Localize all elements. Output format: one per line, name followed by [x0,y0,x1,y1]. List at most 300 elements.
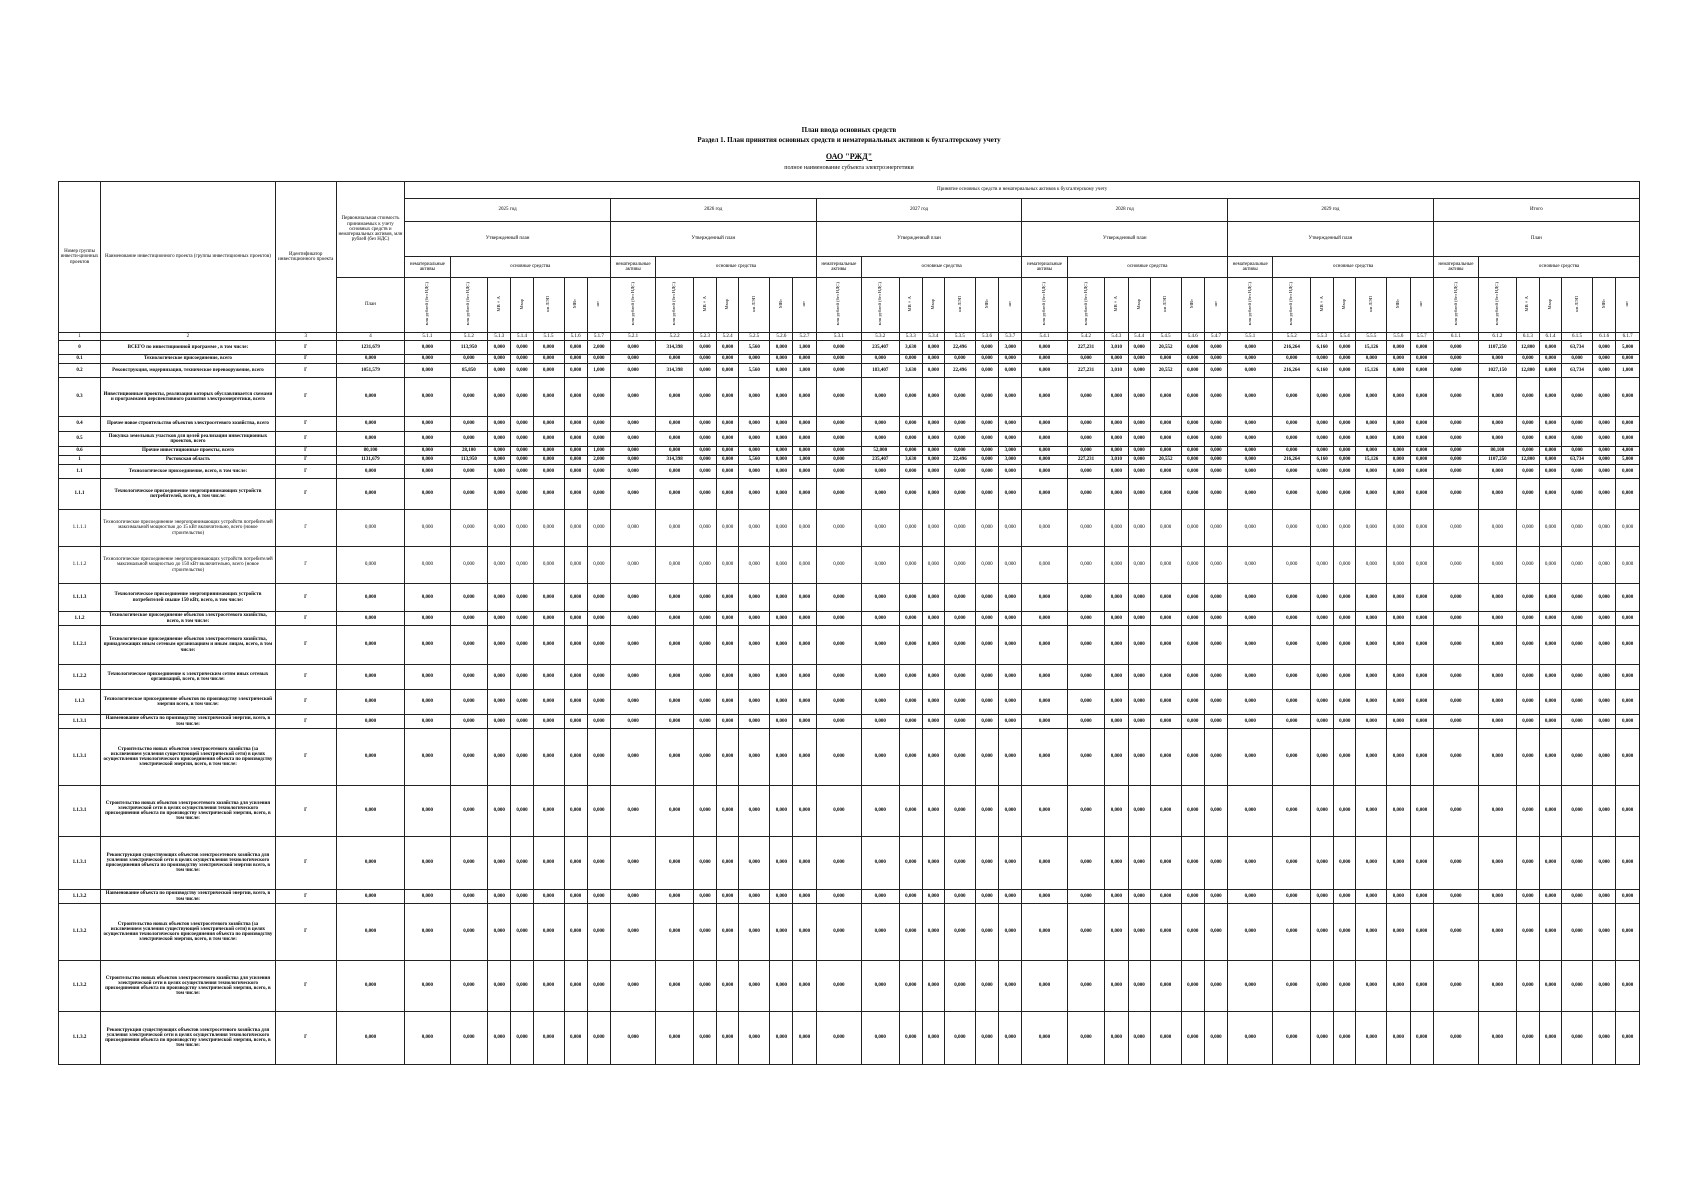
row-value: 3,630 [899,364,922,378]
column-number: 5.4.5 [1150,333,1181,341]
row-value: 0,000 [1311,432,1334,447]
row-value: 0,000 [944,715,975,729]
row-value: 0,000 [1433,341,1478,355]
row-project-id: Г [275,341,336,355]
row-value: 0,000 [564,510,587,547]
row-value: 0,000 [610,961,655,1012]
row-value: 0,000 [1334,890,1356,904]
header-group-number: Номер группы инвести-ционных проектов [59,182,101,333]
row-value: 0,000 [922,665,944,690]
row-value: 0,000 [488,510,511,547]
row-value: 0,000 [1410,715,1433,729]
row-value: 0,000 [533,364,564,378]
table-row [59,690,1640,715]
row-value: 0,000 [1105,1012,1128,1065]
row-value: 216,264 [1273,364,1311,378]
row-value: 0,000 [1433,355,1478,364]
row-value: 0,000 [1204,456,1227,465]
row-value: 0,000 [511,355,533,364]
row-value: 0,000 [1228,904,1273,961]
row-value: 0,000 [861,786,899,837]
table-row [59,890,1640,904]
row-value: 1,000 [793,456,816,465]
row-value: 6,160 [1311,341,1334,355]
row-value: 0,000 [1273,447,1311,456]
row-value: 0,000 [511,447,533,456]
row-value: 0,000 [1562,729,1593,786]
row-value: 0,000 [793,612,816,626]
header-acceptance: Принятие основных средств и нематериальных активов к бухгалтерскому учету [405,182,1640,199]
row-value: 0,000 [861,715,899,729]
row-value: 0,000 [1181,341,1204,355]
row-value: 0,000 [944,837,975,890]
header-unit-label: млн рублей (без НДС) [671,282,677,326]
row-value: 0,000 [1387,665,1410,690]
row-value: 0,000 [1433,729,1478,786]
row-group-number: 1.1.3.2 [59,1012,101,1065]
header-unit [1273,278,1311,333]
row-value: 0,000 [610,729,655,786]
row-value: 0,000 [1334,465,1356,479]
header-unit [1067,278,1105,333]
row-value: 0,000 [816,729,861,786]
header-year: 2026 год [610,199,816,222]
row-value: 0,000 [1181,456,1204,465]
row-value: 0,000 [999,417,1022,432]
row-value: 0,000 [1356,465,1387,479]
row-value: 0,000 [511,715,533,729]
row-value: 0,000 [770,837,793,890]
row-value: 0,000 [861,1012,899,1065]
header-intangible-assets: нематериальные активы [1433,257,1478,278]
row-value: 0,000 [1562,479,1593,510]
row-value: 0,000 [975,612,998,626]
row-value: 0,000 [564,961,587,1012]
row-value: 0,000 [770,417,793,432]
row-value: 0,000 [922,584,944,612]
row-value: 0,000 [861,837,899,890]
row-value: 0,000 [717,961,739,1012]
row-value: 0,000 [488,729,511,786]
row-value: 0,000 [1022,961,1067,1012]
row-initial-cost: 0,000 [336,1012,405,1065]
row-value: 0,000 [1228,417,1273,432]
row-value: 0,000 [922,355,944,364]
row-project-id: Г [275,890,336,904]
row-value: 0,000 [1067,715,1105,729]
row-value: 0,000 [610,904,655,961]
row-value: 0,000 [1334,355,1356,364]
row-value: 0,000 [1273,1012,1311,1065]
row-value: 0,000 [1356,665,1387,690]
row-value: 0,000 [1616,378,1640,417]
row-value: 0,000 [656,612,694,626]
header-unit [564,278,587,333]
row-value: 0,000 [922,715,944,729]
row-value: 0,000 [1433,690,1478,715]
row-value: 0,000 [1311,904,1334,961]
column-number: 6.1.1 [1433,333,1478,341]
row-value: 0,000 [1128,465,1150,479]
row-value: 0,000 [587,961,610,1012]
row-value: 0,000 [1204,786,1227,837]
row-group-number: 1.1.3.2 [59,904,101,961]
row-value: 0,000 [793,837,816,890]
row-value: 0,000 [693,341,716,355]
row-value: 0,000 [488,786,511,837]
row-value: 0,000 [1356,961,1387,1012]
row-project-name: Технологическое присоединение к электрическим сетям иных сетевых организаций, всего, в том числе: [101,665,276,690]
row-value: 0,000 [1562,626,1593,665]
row-value: 0,000 [1356,584,1387,612]
row-value: 0,000 [999,479,1022,510]
row-value: 0,000 [1433,626,1478,665]
row-value: 0,000 [1311,890,1334,904]
row-value: 0,000 [1479,547,1517,584]
header-fixed-assets: основные средства [861,257,1021,278]
row-value: 0,000 [1433,904,1478,961]
row-value: 0,000 [564,786,587,837]
row-value: 0,000 [944,510,975,547]
row-value: 0,000 [533,612,564,626]
row-value: 0,000 [1616,665,1640,690]
row-value: 0,000 [1539,626,1561,665]
header-fixed-assets: основные средства [450,257,610,278]
row-value: 0,000 [1204,961,1227,1012]
row-value: 0,000 [739,1012,770,1065]
row-value: 0,000 [793,479,816,510]
row-value: 0,000 [816,612,861,626]
row-value: 0,000 [1593,890,1616,904]
header-unit [1334,278,1356,333]
row-value: 0,000 [405,729,450,786]
row-value: 0,000 [1410,1012,1433,1065]
row-value: 0,000 [488,432,511,447]
row-value: 0,000 [533,904,564,961]
row-value: 1107,250 [1479,341,1517,355]
row-value: 0,000 [1479,378,1517,417]
row-value: 0,000 [770,465,793,479]
row-value: 0,000 [861,665,899,690]
row-project-name: Наименование объекта по производству электрической энергии, всего, в том числе: [101,715,276,729]
row-initial-cost: 0,000 [336,612,405,626]
row-value: 0,000 [1562,417,1593,432]
header-plan-type: Утвержденный план [816,222,1022,257]
header-intangible-assets: нематериальные активы [1228,257,1273,278]
row-value: 0,000 [1433,364,1478,378]
row-value: 0,000 [1105,510,1128,547]
row-value: 0,000 [1387,510,1410,547]
row-project-id: Г [275,355,336,364]
row-value: 0,000 [693,355,716,364]
row-value: 0,000 [1539,729,1561,786]
row-value: 0,000 [450,547,488,584]
row-initial-cost: 0,000 [336,626,405,665]
row-project-name: Реконструкция, модернизация, техническое перевооружение, всего [101,364,276,378]
row-value: 0,000 [717,690,739,715]
row-value: 0,000 [1562,584,1593,612]
row-value: 0,000 [717,341,739,355]
column-number: 1 [59,333,101,341]
column-number: 6.1.3 [1516,333,1539,341]
row-value: 0,000 [1022,465,1067,479]
row-value: 0,000 [533,584,564,612]
row-value: 0,000 [1562,715,1593,729]
header-unit-label: Мвар [1341,298,1347,310]
row-value: 0,000 [693,1012,716,1065]
row-project-name: Реконструкция существующих объектов электросетевого хозяйства для усиления электрической сети в целях осуществления технологического присоединения объекта по производству электрической энергии, всего, в том числе: [101,1012,276,1065]
row-value: 0,000 [656,479,694,510]
header-plan-type: Утвержденный план [610,222,816,257]
row-value: 63,734 [1562,456,1593,465]
row-value: 0,000 [999,786,1022,837]
row-value: 0,000 [1228,626,1273,665]
row-value: 0,000 [816,1012,861,1065]
row-value: 0,000 [1311,465,1334,479]
header-year: Итого [1433,199,1639,222]
row-value: 0,000 [564,837,587,890]
row-value: 0,000 [511,547,533,584]
header-unit-label: МВ×А [907,296,913,312]
row-value: 0,000 [816,364,861,378]
row-value: 0,000 [770,479,793,510]
row-value: 0,000 [533,465,564,479]
row-value: 0,000 [739,417,770,432]
header-plan-type: Утвержденный план [1022,222,1228,257]
row-value: 0,000 [1022,786,1067,837]
row-value: 0,000 [739,355,770,364]
row-value: 0,000 [693,786,716,837]
row-value: 0,000 [1539,715,1561,729]
row-value: 0,000 [1516,447,1539,456]
row-value: 0,000 [533,547,564,584]
row-value: 0,000 [656,432,694,447]
row-project-id: Г [275,584,336,612]
row-value: 0,000 [1105,690,1128,715]
row-value: 0,000 [944,961,975,1012]
row-value: 0,000 [610,417,655,432]
row-value: 0,000 [1128,341,1150,355]
row-value: 0,000 [1539,786,1561,837]
row-value: 2,000 [587,456,610,465]
row-value: 0,000 [1516,355,1539,364]
row-value: 0,000 [1273,432,1311,447]
row-value: 0,000 [717,465,739,479]
row-value: 0,000 [1128,961,1150,1012]
row-group-number: 0.3 [59,378,101,417]
row-group-number: 1.1.3.1 [59,837,101,890]
row-value: 0,000 [1562,547,1593,584]
row-value: 0,000 [587,786,610,837]
row-value: 0,000 [405,465,450,479]
row-value: 0,000 [1022,547,1067,584]
row-value: 0,000 [1181,417,1204,432]
row-value: 0,000 [1539,341,1561,355]
row-value: 0,000 [739,961,770,1012]
column-number: 5.4.4 [1128,333,1150,341]
row-value: 0,000 [899,837,922,890]
table-row [59,626,1640,665]
row-value: 0,000 [770,510,793,547]
header-initial-cost: Первоначальная стоимость принимаемых к учету основных средств и нематериальных активов, млн рублей (без НДС) [336,182,405,278]
row-value: 0,000 [450,904,488,961]
row-value: 0,000 [793,961,816,1012]
row-value: 0,000 [1356,715,1387,729]
header-unit-label: км ЛЭП [1573,295,1579,312]
row-value: 0,000 [1067,626,1105,665]
row-value: 6,160 [1311,364,1334,378]
row-value: 0,000 [1479,432,1517,447]
row-value: 0,000 [999,890,1022,904]
row-value: 0,000 [739,729,770,786]
row-value: 0,000 [587,584,610,612]
row-value: 0,000 [1562,355,1593,364]
row-value: 0,000 [488,547,511,584]
row-value: 0,000 [1387,786,1410,837]
header-unit-label: МВ×А [495,296,501,312]
row-value: 0,000 [533,447,564,456]
row-value: 0,000 [450,510,488,547]
table-row [59,665,1640,690]
row-value: 0,000 [1228,364,1273,378]
row-value: 0,000 [899,961,922,1012]
row-value: 0,000 [1311,547,1334,584]
column-number: 6.1.2 [1479,333,1517,341]
row-value: 0,000 [1204,417,1227,432]
row-value: 0,000 [1562,890,1593,904]
row-value: 0,000 [717,364,739,378]
header-year: 2025 год [405,199,611,222]
row-value: 0,000 [1433,432,1478,447]
row-value: 0,000 [1273,417,1311,432]
column-number: 5.3.7 [999,333,1022,341]
header-year: 2028 год [1022,199,1228,222]
header-unit [1228,278,1273,333]
row-value: 0,000 [1516,904,1539,961]
header-unit [656,278,694,333]
row-value: 0,000 [793,465,816,479]
row-value: 0,000 [1593,584,1616,612]
row-value: 0,000 [693,690,716,715]
row-value: 0,000 [793,355,816,364]
row-value: 0,000 [899,626,922,665]
header-unit [1105,278,1128,333]
row-value: 0,000 [793,447,816,456]
row-value: 0,000 [1204,510,1227,547]
row-value: 0,000 [656,626,694,665]
row-value: 1,000 [793,341,816,355]
row-value: 0,000 [1228,612,1273,626]
table-row [59,715,1640,729]
row-value: 0,000 [1562,432,1593,447]
row-project-id: Г [275,715,336,729]
table-row [59,417,1640,432]
row-value: 235,407 [861,341,899,355]
header-unit [1433,278,1478,333]
row-value: 0,000 [861,626,899,665]
header-unit [944,278,975,333]
row-value: 0,000 [564,547,587,584]
row-value: 0,000 [1516,890,1539,904]
column-number: 5.1.2 [450,333,488,341]
row-value: 0,000 [1128,456,1150,465]
row-value: 0,000 [1387,432,1410,447]
row-value: 0,000 [975,584,998,612]
row-value: 4,000 [1616,447,1640,456]
row-project-name: Прочее новое строительство объектов электросетевого хозяйства, всего [101,417,276,432]
row-value: 0,000 [693,890,716,904]
row-value: 0,000 [533,1012,564,1065]
row-value: 0,000 [975,510,998,547]
row-value: 15,126 [1356,341,1387,355]
row-project-id: Г [275,417,336,432]
row-value: 0,000 [511,364,533,378]
row-value: 63,734 [1562,364,1593,378]
row-value: 0,000 [564,904,587,961]
row-value: 0,000 [1228,355,1273,364]
row-value: 0,000 [1022,355,1067,364]
row-value: 0,000 [816,690,861,715]
row-value: 0,000 [944,447,975,456]
row-value: 0,000 [587,355,610,364]
header-unit-label: шт [1624,301,1630,307]
row-value: 0,000 [861,417,899,432]
row-value: 0,000 [1204,479,1227,510]
row-value: 0,000 [922,417,944,432]
row-value: 0,000 [1516,715,1539,729]
row-project-name: Технологическое присоединение, всего [101,355,276,364]
row-value: 3,010 [1105,364,1128,378]
row-value: 0,000 [1228,510,1273,547]
column-number: 5.2.5 [739,333,770,341]
row-value: 0,000 [1311,786,1334,837]
row-value: 0,000 [816,665,861,690]
table-row [59,1012,1640,1065]
row-value: 0,000 [899,510,922,547]
row-project-id: Г [275,456,336,465]
row-value: 0,000 [1273,715,1311,729]
row-value: 0,000 [899,729,922,786]
row-value: 0,000 [1204,690,1227,715]
row-value: 227,231 [1067,364,1105,378]
header-unit [999,278,1022,333]
row-value: 0,000 [1616,890,1640,904]
column-number: 5.3.4 [922,333,944,341]
row-value: 0,000 [610,479,655,510]
row-value: 0,000 [717,510,739,547]
row-value: 12,800 [1516,364,1539,378]
row-value: 0,000 [564,364,587,378]
row-value: 1027,150 [1479,364,1517,378]
row-value: 0,000 [610,364,655,378]
row-value: 0,000 [1273,612,1311,626]
row-value: 0,000 [1410,432,1433,447]
table-row [59,378,1640,417]
row-value: 0,000 [693,456,716,465]
row-value: 0,000 [1204,432,1227,447]
row-value: 0,000 [1334,378,1356,417]
row-value: 0,000 [1387,626,1410,665]
row-value: 0,000 [1181,665,1204,690]
row-value: 0,000 [1410,729,1433,786]
row-value: 0,000 [1334,665,1356,690]
row-value: 0,000 [1616,432,1640,447]
row-value: 0,000 [587,612,610,626]
row-value: 0,000 [770,612,793,626]
header-unit-label: км ЛЭП [1162,295,1168,312]
row-value: 0,000 [922,510,944,547]
row-value: 0,000 [1181,837,1204,890]
